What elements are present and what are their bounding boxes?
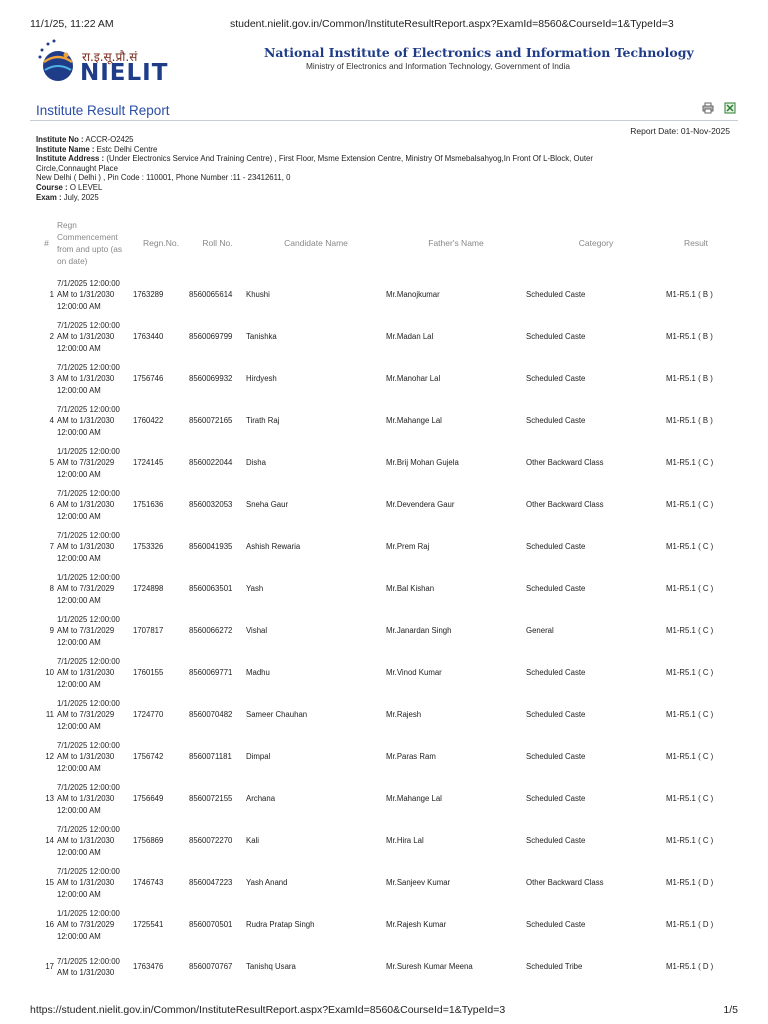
row-fathers-name: Mr.Mahange Lal bbox=[386, 416, 442, 426]
row-result: M1-R5.1 ( C ) bbox=[666, 710, 714, 720]
row-roll-no: 8560069799 bbox=[189, 332, 233, 342]
row-roll-no: 8560070482 bbox=[189, 710, 233, 720]
logo-brand-text: NIELIT bbox=[80, 60, 169, 86]
table-row bbox=[36, 274, 726, 316]
row-roll-no: 8560071181 bbox=[189, 752, 232, 762]
row-fathers-name: Mr.Vinod Kumar bbox=[386, 668, 442, 678]
row-roll-no: 8560072165 bbox=[189, 416, 233, 426]
row-candidate-name: Ashish Rewaria bbox=[246, 542, 301, 552]
row-regn-no: 1725541 bbox=[133, 920, 164, 930]
row-roll-no: 8560072155 bbox=[189, 794, 233, 804]
row-fathers-name: Mr.Janardan Singh bbox=[386, 626, 452, 636]
row-candidate-name: Rudra Pratap Singh bbox=[246, 920, 315, 930]
table-row bbox=[36, 358, 726, 400]
row-candidate-name: Madhu bbox=[246, 668, 270, 678]
row-index: 8 bbox=[49, 584, 54, 594]
institute-no-label: Institute No : bbox=[36, 135, 84, 144]
course-label: Course : bbox=[36, 182, 68, 192]
row-result: M1-R5.1 ( C ) bbox=[666, 458, 714, 468]
table-row bbox=[36, 610, 726, 652]
row-category: Scheduled Caste bbox=[526, 794, 586, 804]
row-index: 3 bbox=[49, 374, 54, 384]
row-regn-commencement: 7/1/2025 12:00:00 AM to 1/31/2030 12:00:00 AM bbox=[57, 530, 120, 563]
row-index: 12 bbox=[45, 752, 54, 762]
row-fathers-name: Mr.Suresh Kumar Meena bbox=[386, 962, 473, 972]
row-regn-commencement: 1/1/2025 12:00:00 AM to 7/31/2029 12:00:00 AM bbox=[57, 572, 120, 605]
row-index: 17 bbox=[45, 962, 54, 972]
row-regn-commencement: 7/1/2025 12:00:00 AM to 1/31/2030 12:00:00 AM bbox=[57, 782, 120, 815]
row-category: Scheduled Caste bbox=[526, 668, 586, 678]
row-roll-no: 8560022044 bbox=[189, 458, 233, 468]
printer-icon[interactable] bbox=[702, 101, 714, 119]
col-header-result: Result bbox=[683, 238, 709, 248]
row-roll-no: 8560070501 bbox=[189, 920, 233, 930]
row-result: M1-R5.1 ( C ) bbox=[666, 752, 714, 762]
row-regn-no: 1763476 bbox=[133, 962, 164, 972]
row-result: M1-R5.1 ( D ) bbox=[666, 920, 714, 930]
row-regn-commencement: 1/1/2025 12:00:00 AM to 7/31/2029 12:00:00 AM bbox=[57, 614, 120, 647]
row-index: 9 bbox=[49, 626, 54, 636]
org-title: National Institute of Electronics and Information Technology bbox=[264, 45, 694, 60]
row-category: Scheduled Caste bbox=[526, 374, 586, 384]
institute-address-line2: New Delhi ( Delhi ) , Pin Code : 110001, Phone Number :11 - 23412611, 0 bbox=[36, 173, 291, 183]
row-result: M1-R5.1 ( C ) bbox=[666, 836, 714, 846]
row-index: 10 bbox=[45, 668, 54, 678]
table-row bbox=[36, 484, 726, 526]
row-result: M1-R5.1 ( B ) bbox=[666, 374, 713, 384]
institute-no: ACCR-O2425 bbox=[85, 135, 134, 144]
row-regn-no: 1746743 bbox=[133, 878, 164, 888]
row-category: Scheduled Caste bbox=[526, 332, 586, 342]
row-candidate-name: Yash bbox=[246, 584, 264, 594]
row-fathers-name: Mr.Paras Ram bbox=[386, 752, 436, 762]
globe-logo-icon bbox=[36, 38, 76, 88]
row-candidate-name: Sneha Gaur bbox=[246, 500, 289, 510]
row-regn-no: 1756649 bbox=[133, 794, 164, 804]
row-roll-no: 8560070767 bbox=[189, 962, 233, 972]
row-category: Other Backward Class bbox=[526, 878, 604, 888]
col-header-category: Category bbox=[578, 238, 614, 248]
table-row bbox=[36, 400, 726, 442]
row-index: 13 bbox=[45, 794, 54, 804]
table-row bbox=[36, 778, 726, 820]
table-row bbox=[36, 736, 726, 778]
exam-value: July, 2025 bbox=[63, 192, 99, 202]
row-index: 16 bbox=[45, 920, 54, 930]
row-candidate-name: Tanishka bbox=[246, 332, 277, 342]
row-candidate-name: Khushi bbox=[246, 290, 270, 300]
row-regn-commencement: 7/1/2025 12:00:00 AM to 1/31/2030 12:00:00 AM bbox=[57, 362, 120, 395]
table-row bbox=[36, 820, 726, 862]
row-result: M1-R5.1 ( B ) bbox=[666, 290, 713, 300]
row-regn-commencement: 7/1/2025 12:00:00 AM to 1/31/2030 12:00:00 AM bbox=[57, 278, 120, 311]
row-candidate-name: Kali bbox=[246, 836, 260, 846]
row-index: 15 bbox=[45, 878, 54, 888]
row-fathers-name: Mr.Brij Mohan Gujela bbox=[386, 458, 459, 468]
table-row bbox=[36, 862, 726, 904]
col-header-candidate-name: Candidate Name bbox=[284, 238, 348, 248]
row-regn-no: 1753326 bbox=[133, 542, 164, 552]
row-index: 11 bbox=[45, 710, 54, 720]
nielit-logo bbox=[36, 36, 169, 88]
row-fathers-name: Mr.Devendera Gaur bbox=[386, 500, 455, 510]
row-candidate-name: Tirath Raj bbox=[246, 416, 280, 426]
row-result: M1-R5.1 ( D ) bbox=[666, 878, 714, 888]
table-row bbox=[36, 904, 726, 946]
table-row bbox=[36, 316, 726, 358]
row-regn-no: 1760422 bbox=[133, 416, 164, 426]
table-row bbox=[36, 442, 726, 484]
row-category: Scheduled Caste bbox=[526, 290, 586, 300]
row-result: M1-R5.1 ( C ) bbox=[666, 542, 714, 552]
row-result: M1-R5.1 ( C ) bbox=[666, 584, 714, 594]
row-regn-commencement: 7/1/2025 12:00:00 AM to 1/31/2030 12:00:00 AM bbox=[57, 656, 120, 689]
row-result: M1-R5.1 ( B ) bbox=[666, 332, 713, 342]
row-candidate-name: Yash Anand bbox=[246, 878, 288, 888]
institute-details bbox=[36, 135, 596, 202]
row-result: M1-R5.1 ( B ) bbox=[666, 416, 713, 426]
row-regn-no: 1756746 bbox=[133, 374, 164, 384]
row-fathers-name: Mr.Sanjeev Kumar bbox=[386, 878, 451, 888]
row-category: Other Backward Class bbox=[526, 458, 604, 468]
row-roll-no: 8560069932 bbox=[189, 374, 233, 384]
row-category: Scheduled Caste bbox=[526, 920, 586, 930]
institute-name: Estc Delhi Centre bbox=[96, 144, 158, 154]
row-fathers-name: Mr.Mahange Lal bbox=[386, 794, 442, 804]
row-category: Scheduled Caste bbox=[526, 710, 586, 720]
row-regn-no: 1763289 bbox=[133, 290, 164, 300]
row-index: 4 bbox=[49, 416, 54, 426]
row-regn-commencement: 7/1/2025 12:00:00 AM to 1/31/2030 12:00:00 AM bbox=[57, 404, 120, 437]
results-table-body bbox=[36, 274, 726, 988]
row-category: Other Backward Class bbox=[526, 500, 604, 510]
print-url: student.nielit.gov.in/Common/InstituteResultReport.aspx?ExamId=8560&CourseId=1&TypeId=3 bbox=[230, 18, 674, 30]
row-index: 5 bbox=[49, 458, 54, 468]
row-regn-commencement: 7/1/2025 12:00:00 AM to 1/31/2030 12:00:00 AM bbox=[57, 824, 120, 857]
row-regn-no: 1760155 bbox=[133, 668, 164, 678]
col-header-index: # bbox=[44, 238, 49, 248]
institute-address: (Under Electronics Service And Training Centre) , First Floor, Msme Extension Centre, Ministry Of Msmebalsahyog,In Front Of L-Block, Outer Circle,Connaught Place bbox=[36, 154, 593, 173]
row-roll-no: 8560072270 bbox=[189, 836, 233, 846]
title-divider bbox=[30, 120, 738, 121]
row-roll-no: 8560063501 bbox=[189, 584, 233, 594]
row-index: 6 bbox=[49, 500, 54, 510]
row-category: Scheduled Caste bbox=[526, 584, 586, 594]
row-category: General bbox=[526, 626, 554, 636]
row-regn-no: 1724898 bbox=[133, 584, 164, 594]
row-regn-no: 1763440 bbox=[133, 332, 164, 342]
row-roll-no: 8560032053 bbox=[189, 500, 233, 510]
row-result: M1-R5.1 ( C ) bbox=[666, 668, 714, 678]
table-header-row bbox=[36, 212, 726, 274]
row-category: Scheduled Caste bbox=[526, 416, 586, 426]
row-fathers-name: Mr.Rajesh Kumar bbox=[386, 920, 447, 930]
row-fathers-name: Mr.Rajesh bbox=[386, 710, 422, 720]
row-fathers-name: Mr.Hira Lal bbox=[386, 836, 424, 846]
institute-name-label: Institute Name : bbox=[36, 144, 95, 154]
row-candidate-name: Dimpal bbox=[246, 752, 271, 762]
row-roll-no: 8560066272 bbox=[189, 626, 233, 636]
row-index: 1 bbox=[49, 290, 54, 300]
row-candidate-name: Disha bbox=[246, 458, 266, 468]
table-row bbox=[36, 946, 726, 988]
row-regn-commencement: 1/1/2025 12:00:00 AM to 7/31/2029 12:00:00 AM bbox=[57, 698, 120, 731]
row-candidate-name: Tanishq Usara bbox=[246, 962, 296, 972]
row-candidate-name: Sameer Chauhan bbox=[246, 710, 308, 720]
print-datetime: 11/1/25, 11:22 AM bbox=[30, 18, 114, 30]
row-fathers-name: Mr.Manojkumar bbox=[386, 290, 440, 300]
col-header-regn-no: Regn.No. bbox=[143, 238, 179, 248]
row-regn-commencement: 7/1/2025 12:00:00 AM to 1/31/2030 bbox=[57, 956, 120, 977]
row-category: Scheduled Caste bbox=[526, 836, 586, 846]
row-result: M1-R5.1 ( C ) bbox=[666, 794, 714, 804]
row-fathers-name: Mr.Prem Raj bbox=[386, 542, 430, 552]
row-roll-no: 8560065614 bbox=[189, 290, 233, 300]
row-regn-commencement: 7/1/2025 12:00:00 AM to 1/31/2030 12:00:00 AM bbox=[57, 488, 120, 521]
excel-icon[interactable] bbox=[724, 101, 736, 119]
row-index: 2 bbox=[49, 332, 54, 342]
table-row bbox=[36, 526, 726, 568]
report-tools bbox=[696, 101, 736, 119]
table-row bbox=[36, 652, 726, 694]
row-regn-commencement: 1/1/2025 12:00:00 AM to 7/31/2029 12:00:00 AM bbox=[57, 446, 120, 479]
row-result: M1-R5.1 ( C ) bbox=[666, 626, 714, 636]
row-fathers-name: Mr.Manohar Lal bbox=[386, 374, 441, 384]
nielit-banner bbox=[36, 36, 736, 90]
row-index: 7 bbox=[49, 542, 54, 552]
row-result: M1-R5.1 ( D ) bbox=[666, 962, 714, 972]
row-regn-no: 1756869 bbox=[133, 836, 164, 846]
row-candidate-name: Vishal bbox=[246, 626, 268, 636]
col-header-regn-commencement: Regn Commencement from and upto (as on date) bbox=[57, 220, 123, 266]
row-regn-no: 1724145 bbox=[133, 458, 164, 468]
row-candidate-name: Hirdyesh bbox=[246, 374, 277, 384]
row-index: 14 bbox=[45, 836, 54, 846]
row-regn-no: 1724770 bbox=[133, 710, 164, 720]
table-row bbox=[36, 694, 726, 736]
course-value: O LEVEL bbox=[69, 182, 103, 192]
row-roll-no: 8560047223 bbox=[189, 878, 233, 888]
row-fathers-name: Mr.Madan Lal bbox=[386, 332, 434, 342]
row-category: Scheduled Caste bbox=[526, 752, 586, 762]
footer-url: https://student.nielit.gov.in/Common/InstituteResultReport.aspx?ExamId=8560&CourseId=1&TypeId=3 bbox=[30, 1004, 506, 1016]
row-regn-commencement: 7/1/2025 12:00:00 AM to 1/31/2030 12:00:00 AM bbox=[57, 866, 120, 899]
org-subtitle: Ministry of Electronics and Information Technology, Government of India bbox=[306, 61, 570, 71]
page-title: Institute Result Report bbox=[36, 103, 170, 118]
report-date: Report Date: 01-Nov-2025 bbox=[630, 126, 730, 136]
row-regn-no: 1751636 bbox=[133, 500, 164, 510]
logo-hindi-text: रा.इ.सू.प्रौ.सं bbox=[82, 50, 138, 64]
row-regn-no: 1756742 bbox=[133, 752, 164, 762]
row-category: Scheduled Caste bbox=[526, 542, 586, 552]
col-header-roll-no: Roll No. bbox=[202, 238, 233, 248]
row-regn-no: 1707817 bbox=[133, 626, 164, 636]
row-roll-no: 8560041935 bbox=[189, 542, 233, 552]
institute-address-label: Institute Address : bbox=[36, 154, 105, 164]
exam-label: Exam : bbox=[36, 192, 62, 202]
col-header-fathers-name: Father's Name bbox=[428, 238, 484, 248]
row-category: Scheduled Tribe bbox=[526, 962, 583, 972]
table-row bbox=[36, 568, 726, 610]
row-roll-no: 8560069771 bbox=[189, 668, 233, 678]
page-number: 1/5 bbox=[723, 1004, 738, 1016]
row-regn-commencement: 7/1/2025 12:00:00 AM to 1/31/2030 12:00:00 AM bbox=[57, 320, 120, 353]
results-table bbox=[36, 212, 726, 988]
row-regn-commencement: 7/1/2025 12:00:00 AM to 1/31/2030 12:00:00 AM bbox=[57, 740, 120, 773]
row-regn-commencement: 1/1/2025 12:00:00 AM to 7/31/2029 12:00:00 AM bbox=[57, 908, 120, 941]
row-fathers-name: Mr.Bal Kishan bbox=[386, 584, 435, 594]
row-candidate-name: Archana bbox=[246, 794, 276, 804]
row-result: M1-R5.1 ( C ) bbox=[666, 500, 714, 510]
